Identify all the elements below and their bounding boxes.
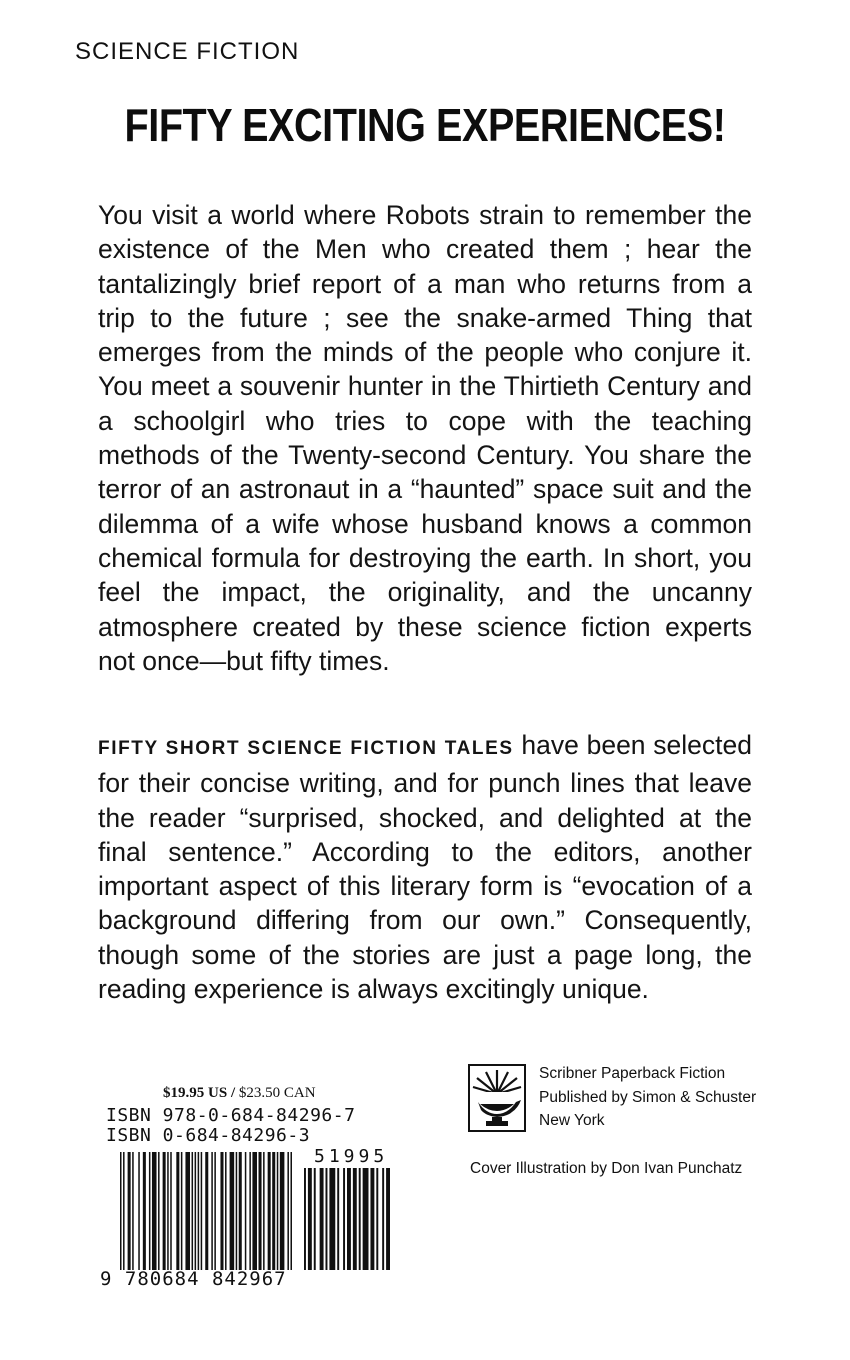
barcode-bar [337,1168,339,1270]
barcode-bar [205,1152,208,1270]
barcode-bar [249,1152,251,1270]
barcode-bar [280,1152,285,1270]
barcode-bar [185,1152,190,1270]
ean-number: 9 780684 842967 [100,1268,287,1290]
price-us: $19.95 US [163,1085,228,1101]
publisher-name: Published by Simon & Schuster [539,1088,757,1106]
price-can: $23.50 CAN [238,1085,316,1101]
barcode-bar [290,1152,292,1270]
barcode-bar [195,1152,197,1270]
barcode-bar [236,1152,238,1270]
barcode-bar [386,1168,390,1270]
barcode-bar [152,1152,157,1270]
barcode-bar [176,1152,179,1270]
blurb-text-2-rest: have been selected for their concise writing, and for punch lines that leave the reader “surprised, shocked, and delighted at the final sentence.” According to the editors, another important aspect of this literary form is “evocation of a background differing from our own.” Consequently, though some of the stories are just a page long, the reading experience is always excitingly unique. [98,730,752,1005]
barcode-bar [252,1152,257,1270]
barcode-bar [376,1168,378,1270]
barcode-bar [158,1152,160,1270]
barcode-bar [304,1168,306,1270]
barcode-bar [120,1152,122,1270]
barcode-bar [347,1168,351,1270]
price-separator: / [227,1085,239,1101]
blurb-text-2 [98,728,752,1006]
blurb-text-1: You visit a world where Robots strain to remember the existence of the Men who created them ; hear the tantalizingly brief report of a man who returns from a trip to the future ; see the snake-armed Thing that emerges from the minds of the people who conjure it. You meet a souvenir hunter in the Thirtieth Century and a schoolgirl who tries to cope with the teaching methods of the Twenty-second Century. You share the terror of an astronaut in a “haunted” space suit and the dilemma of a wife whose husband knows a common chemical formula for destroying the earth. In short, you feel the impact, the originality, and the uncanny atmosphere created by these science fiction experts not once—but fifty times. [98,200,752,676]
barcode-bar [259,1152,262,1270]
blurb-paragraph-2 [98,728,752,1006]
barcode-bar [245,1152,247,1270]
barcode-bar [192,1152,194,1270]
barcode-bar [211,1152,213,1270]
isbn-13: ISBN 978-0-684-84296-7 [106,1105,356,1126]
addon-number: 51995 [314,1146,389,1167]
barcode-bar [314,1168,316,1270]
barcode-bar [214,1152,216,1270]
barcode-bar [225,1152,227,1270]
addon-barcode-icon [304,1168,390,1270]
barcode-bar [320,1168,324,1270]
barcode-bar [363,1168,369,1270]
publisher-imprint: Scribner Paperback Fiction [539,1065,726,1082]
category-label: SCIENCE FICTION [75,38,300,65]
barcode-bar [326,1168,328,1270]
barcode-bar [201,1152,203,1270]
barcode-bar [138,1152,140,1270]
barcode-bar [198,1152,200,1270]
headline: FIFTY EXCITING EXPERIENCES! [124,99,726,151]
price [163,1085,316,1102]
barcode-bar [230,1152,235,1270]
barcode-bar [170,1152,172,1270]
barcode-bar [268,1152,271,1270]
isbn-10: ISBN 0-684-84296-3 [106,1125,311,1146]
barcode-bar [123,1152,125,1270]
barcode-bar [343,1168,345,1270]
barcode-bar [308,1168,312,1270]
barcode-bar [329,1168,335,1270]
barcode-bar [167,1152,169,1270]
publisher-block [539,1062,756,1133]
barcode-bar [163,1152,166,1270]
barcode-bar [287,1152,289,1270]
barcode-bar [353,1168,357,1270]
barcode-bar [272,1152,275,1270]
barcode-bar [132,1152,134,1270]
barcode-bar [277,1152,279,1270]
barcode-icon [120,1152,292,1270]
barcode-bar [359,1168,361,1270]
barcode-bar [263,1152,265,1270]
barcode-bar [370,1168,374,1270]
publisher-city: New York [539,1112,605,1129]
barcode-bar [128,1152,131,1270]
barcode-bar [181,1152,183,1270]
barcode-bar [143,1152,146,1270]
lamp-logo-icon [468,1064,526,1132]
barcode-bar [382,1168,384,1270]
cover-credit: Cover Illustration by Don Ivan Punchatz [470,1160,743,1177]
barcode-bar [220,1152,223,1270]
barcode-bar [239,1152,242,1270]
book-title-smallcaps: FIFTY SHORT SCIENCE FICTION TALES [98,738,514,759]
blurb-paragraph-1 [98,198,752,678]
barcode-bar [149,1152,151,1270]
